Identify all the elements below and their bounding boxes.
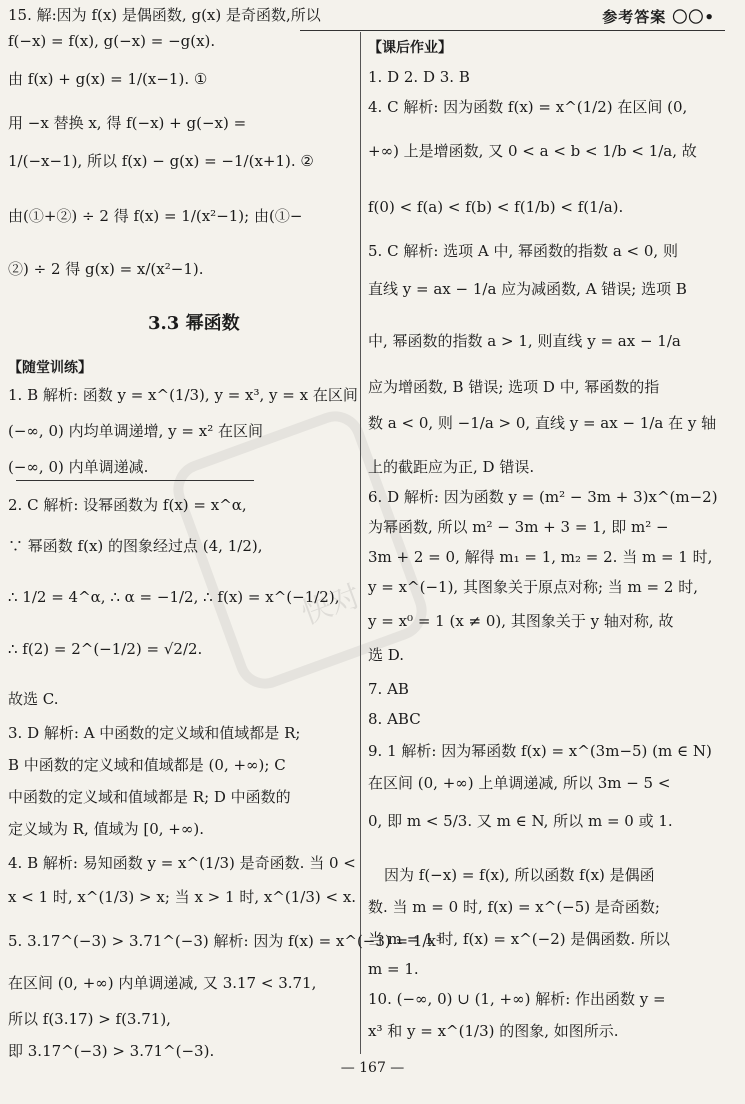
answer-line: y = x^(−1), 其图象关于原点对称; 当 m = 2 时, [368, 578, 698, 596]
answer-line: 故选 C. [8, 690, 59, 708]
answer-line: x³ 和 y = x^(1/3) 的图象, 如图所示. [368, 1022, 619, 1040]
answer-line: 4. C 解析: 因为函数 f(x) = x^(1/2) 在区间 (0, [368, 98, 688, 116]
answer-line: 1. B 解析: 函数 y = x^(1/3), y = x³, y = x 在区间 [8, 386, 358, 404]
page-number: — 167 — [340, 1060, 405, 1076]
answer-line: B 中函数的定义域和值域都是 (0, +∞); C [8, 756, 286, 774]
answer-line: 定义域为 R, 值域为 [0, +∞). [8, 820, 204, 838]
text-line: 1/(−x−1), 所以 f(x) − g(x) = −1/(x+1). ② [8, 152, 314, 170]
answer-line: 10. (−∞, 0) ∪ (1, +∞) 解析: 作出函数 y = [368, 990, 666, 1008]
answer-line: 数. 当 m = 0 时, f(x) = x^(−5) 是奇函数; [368, 898, 660, 916]
answer-line: (−∞, 0) 内均单调递增, y = x² 在区间 [8, 422, 263, 440]
answer-line: 选 D. [368, 646, 405, 664]
answer-line: (−∞, 0) 内单调递减. [8, 458, 149, 476]
watermark-text: 快对 [297, 578, 366, 632]
answer-line: ∴ f(2) = 2^(−1/2) = √2/2. [8, 640, 203, 658]
answer-line: 即 3.17^(−3) > 3.71^(−3). [8, 1042, 215, 1060]
answer-line: 中, 幂函数的指数 a > 1, 则直线 y = ax − 1/a [368, 332, 681, 350]
handwritten-underline [16, 480, 254, 481]
answer-line: 5. C 解析: 选项 A 中, 幂函数的指数 a < 0, 则 [368, 242, 678, 260]
answer-line: 5. 3.17^(−3) > 3.71^(−3) 解析: 因为 f(x) = x^(−3) = 1/x³ [8, 932, 442, 950]
answer-line: 数 a < 0, 则 −1/a > 0, 直线 y = ax − 1/a 在 y 轴 [368, 414, 717, 432]
answer-line: 为幂函数, 所以 m² − 3m + 3 = 1, 即 m² − [368, 518, 669, 536]
answer-line: 9. 1 解析: 因为幂函数 f(x) = x^(3m−5) (m ∈ N) [368, 742, 712, 760]
answer-line: y = x⁰ = 1 (x ≠ 0), 其图象关于 y 轴对称, 故 [368, 612, 674, 630]
section-tag: 【随堂训练】 [8, 360, 92, 376]
answer-line: 3. D 解析: A 中函数的定义域和值域都是 R; [8, 724, 301, 742]
header-rule [300, 30, 725, 31]
text-line: 由 f(x) + g(x) = 1/(x−1). ① [8, 70, 208, 88]
answer-line: 2. C 解析: 设幂函数为 f(x) = x^α, [8, 496, 247, 514]
answer-line: x < 1 时, x^(1/3) > x; 当 x > 1 时, x^(1/3) < x. [8, 888, 357, 906]
answer-line: 8. ABC [368, 710, 421, 728]
answer-line: 直线 y = ax − 1/a 应为减函数, A 错误; 选项 B [368, 280, 687, 298]
answer-line: 中函数的定义域和值域都是 R; D 中函数的 [8, 788, 291, 806]
answer-line: 当 m = 1 时, f(x) = x^(−2) 是偶函数. 所以 [368, 930, 670, 948]
text-line: 15. 解:因为 f(x) 是偶函数, g(x) 是奇函数,所以 [8, 6, 321, 24]
answer-line: 0, 即 m < 5/3. 又 m ∈ N, 所以 m = 0 或 1. [368, 812, 673, 830]
answer-line: 所以 f(3.17) > f(3.71), [8, 1010, 171, 1028]
answer-line: ∴ 1/2 = 4^α, ∴ α = −1/2, ∴ f(x) = x^(−1/2), [8, 588, 340, 606]
page-header: 参考答案 〇〇• [602, 8, 715, 26]
text-line: ②) ÷ 2 得 g(x) = x/(x²−1). [8, 260, 204, 278]
answer-line: +∞) 上是增函数, 又 0 < a < b < 1/b < 1/a, 故 [368, 142, 697, 160]
answer-line: 应为增函数, B 错误; 选项 D 中, 幂函数的指 [368, 378, 660, 396]
answer-line: f(0) < f(a) < f(b) < f(1/b) < f(1/a). [368, 198, 624, 216]
text-line: 用 −x 替换 x, 得 f(−x) + g(−x) = [8, 114, 247, 132]
text-line: 由(①+②) ÷ 2 得 f(x) = 1/(x²−1); 由(①− [8, 207, 303, 225]
section-title: 3.3 幂函数 [148, 313, 240, 334]
answer-line: 3m + 2 = 0, 解得 m₁ = 1, m₂ = 2. 当 m = 1 时, [368, 548, 713, 566]
section-tag: 【课后作业】 [368, 40, 452, 56]
answer-line: ∵ 幂函数 f(x) 的图象经过点 (4, 1/2), [8, 537, 263, 555]
answer-line: m = 1. [368, 960, 419, 978]
answer-line: 因为 f(−x) = f(x), 所以函数 f(x) 是偶函 [384, 866, 655, 884]
answer-line: 上的截距应为正, D 错误. [368, 458, 535, 476]
answer-line: 6. D 解析: 因为函数 y = (m² − 3m + 3)x^(m−2) [368, 488, 718, 506]
answer-line: 4. B 解析: 易知函数 y = x^(1/3) 是奇函数. 当 0 < [8, 854, 356, 872]
answer-line: 1. D 2. D 3. B [368, 68, 470, 86]
text-line: f(−x) = f(x), g(−x) = −g(x). [8, 32, 216, 50]
answer-line: 在区间 (0, +∞) 上单调递减, 所以 3m − 5 < [368, 774, 671, 792]
answer-line: 在区间 (0, +∞) 内单调递减, 又 3.17 < 3.71, [8, 974, 317, 992]
answer-line: 7. AB [368, 680, 409, 698]
